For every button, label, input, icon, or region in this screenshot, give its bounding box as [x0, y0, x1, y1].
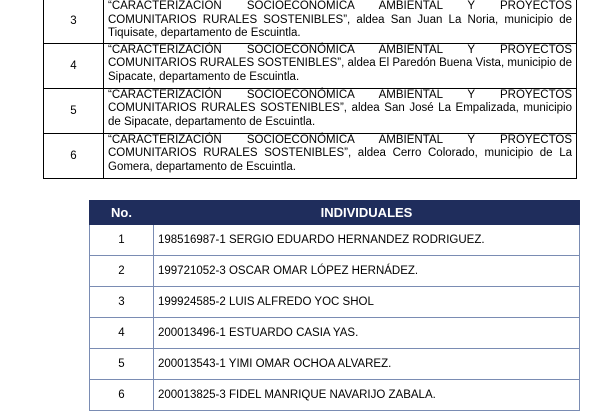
row-number: 6 — [90, 380, 154, 411]
header-no: No. — [90, 201, 154, 225]
project-description: “CARACTERIZACIÓN SOCIOECONÓMICA AMBIENTAL Y PROYECTOS COMUNITARIOS RURALES SOSTENIBLES”, aldea El Paredón Buena Vista, municipio de Sipacate, departamento de Escuintla. — [104, 43, 577, 88]
project-number: 4 — [44, 43, 104, 88]
row-name: 199924585-2 LUIS ALFREDO YOC SHOL — [154, 287, 580, 318]
projects-table — [43, 0, 577, 179]
row-name: 198516987-1 SERGIO EDUARDO HERNANDEZ RODRIGUEZ. — [154, 225, 580, 256]
individuales-table — [89, 200, 580, 411]
project-description: “CARACTERIZACIÓN SOCIOECONÓMICA AMBIENTAL Y PROYECTOS COMUNITARIOS RURALES SOSTENIBLES”, aldea San Juan La Noria, municipio de Tiquisate, departamento de Escuintla. — [104, 0, 577, 43]
row-number: 1 — [90, 225, 154, 256]
individuales-header-row — [90, 201, 580, 225]
project-row — [44, 133, 577, 178]
project-number: 5 — [44, 88, 104, 133]
project-row — [44, 0, 577, 43]
project-row — [44, 43, 577, 88]
row-name: 200013543-1 YIMI OMAR OCHOA ALVAREZ. — [154, 349, 580, 380]
project-description: “CARACTERIZACIÓN SOCIOECONÓMICA AMBIENTAL Y PROYECTOS COMUNITARIOS RURALES SOSTENIBLES”, aldea Cerro Colorado, municipio de La Gomera, departamento de Escuintla. — [104, 133, 577, 178]
row-name: 200013496-1 ESTUARDO CASIA YAS. — [154, 318, 580, 349]
project-row — [44, 88, 577, 133]
table-row — [90, 256, 580, 287]
table-row — [90, 225, 580, 256]
header-individuales: INDIVIDUALES — [154, 201, 580, 225]
table-row — [90, 349, 580, 380]
row-number: 3 — [90, 287, 154, 318]
project-description: “CARACTERIZACIÓN SOCIOECONÓMICA AMBIENTAL Y PROYECTOS COMUNITARIOS RURALES SOSTENIBLES”, aldea San José La Empalizada, municipio de Sipacate, departamento de Escuintla. — [104, 88, 577, 133]
row-name: 200013825-3 FIDEL MANRIQUE NAVARIJO ZABALA. — [154, 380, 580, 411]
table-row — [90, 318, 580, 349]
row-name: 199721052-3 OSCAR OMAR LÓPEZ HERNÁDEZ. — [154, 256, 580, 287]
row-number: 5 — [90, 349, 154, 380]
project-number: 6 — [44, 133, 104, 178]
project-number: 3 — [44, 0, 104, 43]
row-number: 4 — [90, 318, 154, 349]
table-row — [90, 287, 580, 318]
row-number: 2 — [90, 256, 154, 287]
table-row — [90, 380, 580, 411]
